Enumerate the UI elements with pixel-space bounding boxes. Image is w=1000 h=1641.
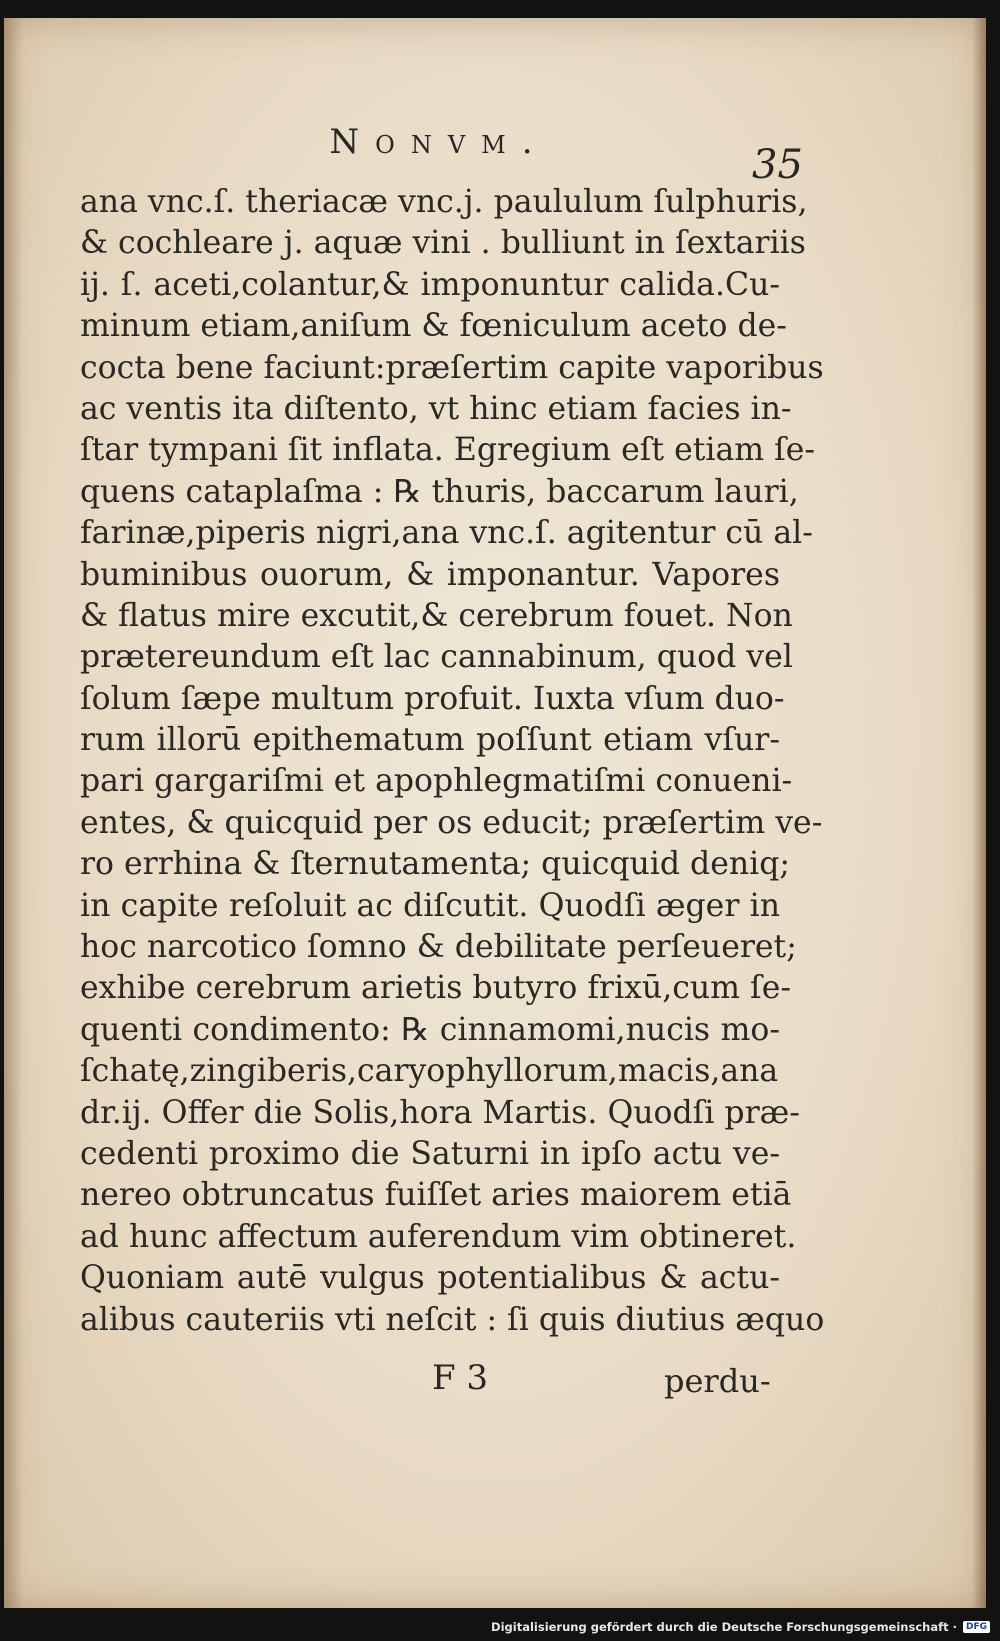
text-line: & flatus mire excutit,& cerebrum fouet. Non [80, 597, 793, 634]
dfg-logo: DFG [963, 1621, 990, 1633]
text-line: prætereundum eſt lac cannabinum, quod vel [80, 639, 793, 676]
text-line: quens cataplaſma : ℞ thuris, baccarum lauri, [80, 473, 799, 510]
text-line: hoc narcotico ſomno & debilitate perſeueret; [80, 929, 797, 966]
text-line: in capite reſoluit ac diſcutit. Quodſi æger in [80, 887, 780, 924]
page-edge-shadow [972, 18, 986, 1608]
text-line: ij. ſ. aceti,colantur,& imponuntur calida.Cu- [80, 266, 780, 303]
text-line: cocta bene faciunt:præſertim capite vaporibus [80, 349, 824, 386]
text-line: quenti condimento: ℞ cinnamomi,nucis mo- [80, 1011, 780, 1048]
text-line: alibus cauteriis vti neſcit : ſi quis diutius æquo [80, 1301, 825, 1338]
text-line: dr.ij. Offer die Solis,hora Martis. Quodſi præ- [80, 1094, 800, 1131]
text-line: ro errhina & ſternutamenta; quicquid deniq; [80, 846, 790, 883]
text-line: ſtar tympani ſit inflata. Egregium eſt etiam ſe- [80, 432, 816, 469]
text-line: exhibe cerebrum arietis butyro frixū,cum ſe- [80, 970, 791, 1007]
digitization-credit [491, 1615, 990, 1639]
text-line: ad hunc affectum auferendum vim obtineret. [80, 1218, 797, 1255]
text-line: cedenti proximo die Saturni in ipſo actu ve- [80, 1135, 780, 1172]
body-text [80, 182, 825, 1341]
text-line: entes, & quicquid per os educit; præſertim ve- [80, 804, 823, 841]
credit-text: Digitalisierung gefördert durch die Deutsche Forschungsgemeinschaft · [491, 1620, 957, 1634]
text-line: buminibus ouorum, & imponantur. Vapores [80, 556, 780, 593]
text-line: farinæ,piperis nigri,ana vnc.ſ. agitentur cū al- [80, 515, 813, 552]
book-page [4, 18, 986, 1608]
text-line: minum etiam,aniſum & fœniculum aceto de- [80, 308, 787, 345]
text-line: rum illorū epithematum poſſunt etiam vſur- [80, 722, 780, 759]
page-gutter-shadow [4, 18, 22, 1608]
text-line: ſolum ſæpe multum profuit. Iuxta vſum duo- [80, 680, 785, 717]
text-line: ſchatę,zingiberis,caryophyllorum,macis,ana [80, 1053, 779, 1090]
text-line: ac ventis ita diſtento, vt hinc etiam facies in- [80, 390, 792, 427]
running-head: Nonvm. [329, 122, 549, 162]
text-line: nereo obtruncatus fuiſſet aries maiorem etiā [80, 1177, 792, 1214]
text-line: & cochleare j. aquæ vini . bulliunt in ſextariis [80, 225, 806, 262]
signature-mark: F 3 [432, 1358, 489, 1398]
text-line: ana vnc.ſ. theriacæ vnc.j. paululum ſulphuris, [80, 184, 808, 220]
catchword: perdu- [664, 1362, 771, 1400]
text-line: pari gargariſmi et apophlegmatiſmi conueni- [80, 763, 793, 800]
text-line: Quoniam autē vulgus potentialibus & actu- [80, 1260, 780, 1297]
page-number: 35 [752, 142, 803, 188]
